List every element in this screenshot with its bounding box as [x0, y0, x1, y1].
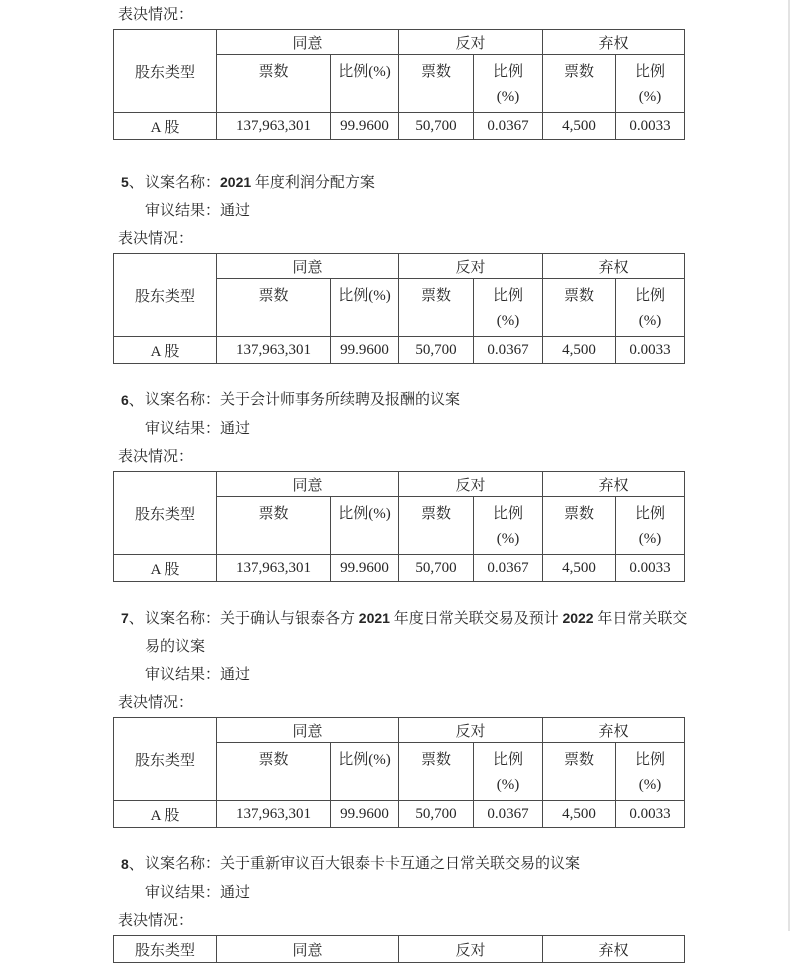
- abstain-votes-cell: 4,500: [543, 337, 616, 364]
- ratio-label-line2: (%): [496, 531, 520, 547]
- review-result-line: [145, 879, 794, 907]
- proposal-item-8: [0, 850, 794, 963]
- agree-group-header: 同意: [217, 472, 399, 497]
- proposal-title-line: [121, 604, 794, 661]
- proposal-name-label: 议案名称：: [145, 175, 221, 191]
- agree-ratio-cell: 99.9600: [331, 337, 399, 364]
- proposal-name-value: 2021 年度利润分配方案: [220, 174, 375, 191]
- abstain-ratio-header: [616, 279, 685, 337]
- abstain-group-header: 弃权: [543, 472, 685, 497]
- against-votes-cell: 50,700: [399, 113, 474, 140]
- review-result-label: 审议结果：: [145, 885, 221, 901]
- ratio-label-line2: (%): [496, 89, 520, 105]
- proposal-name-label: 议案名称：: [145, 856, 221, 872]
- proposal-title: [145, 850, 691, 879]
- abstain-votes-cell: 4,500: [543, 555, 616, 582]
- table-group-header-row: [114, 472, 685, 497]
- ratio-label-line2: (%): [496, 313, 520, 329]
- against-ratio-header: [474, 279, 543, 337]
- abstain-votes-cell: 4,500: [543, 801, 616, 828]
- vote-status-label: 表决情况：: [118, 913, 194, 929]
- agree-group-header: 同意: [217, 254, 399, 279]
- ratio-label-line1: 比例: [635, 288, 666, 304]
- ratio-label-line1: 比例: [493, 752, 524, 768]
- abstain-ratio-cell: 0.0033: [616, 801, 685, 828]
- ratio-label-line1: 比例: [493, 64, 524, 80]
- proposal-title-line: [121, 168, 794, 197]
- against-group-header: 反对: [399, 254, 543, 279]
- table-data-row: [114, 555, 685, 582]
- agree-votes-cell: 137,963,301: [217, 801, 331, 828]
- vote-result-table: [113, 717, 685, 828]
- page-right-edge: [788, 0, 790, 931]
- proposal-number: 6、: [121, 392, 144, 409]
- against-ratio-cell: 0.0367: [474, 337, 543, 364]
- shareholder-type-header: 股东类型: [114, 936, 217, 963]
- proposal-name-value: 关于重新审议百大银泰卡卡互通之日常关联交易的议案: [220, 856, 581, 872]
- against-votes-header: 票数: [399, 279, 474, 337]
- proposal-title-line: [121, 850, 794, 879]
- review-result-label: 审议结果：: [145, 421, 221, 437]
- agree-group-header: 同意: [217, 30, 399, 55]
- shareholder-type-header: 股东类型: [114, 30, 217, 113]
- against-votes-header: 票数: [399, 497, 474, 555]
- abstain-group-header: 弃权: [543, 718, 685, 743]
- against-ratio-header: [474, 743, 543, 801]
- agree-votes-header: 票数: [217, 55, 331, 113]
- vote-result-table-partial: [113, 935, 685, 963]
- agree-ratio-cell: 99.9600: [331, 113, 399, 140]
- review-result-line: [145, 415, 794, 443]
- shareholder-type-header: 股东类型: [114, 472, 217, 555]
- vote-table-slot: [113, 471, 794, 582]
- agree-group-header: 同意: [217, 936, 399, 963]
- vote-status-label: 表决情况：: [118, 695, 194, 711]
- proposal-name-value: 关于会计师事务所续聘及报酬的议案: [220, 392, 461, 408]
- vote-result-table: [113, 471, 685, 582]
- against-group-header: 反对: [399, 472, 543, 497]
- review-result-label: 审议结果：: [145, 667, 221, 683]
- shareholder-type-header: 股东类型: [114, 718, 217, 801]
- proposal-item-7: [0, 604, 794, 828]
- agree-ratio-header: 比例(%): [331, 279, 399, 337]
- vote-status-label: 表决情况：: [118, 7, 194, 23]
- proposal-title-line: [121, 386, 794, 415]
- against-ratio-cell: 0.0367: [474, 801, 543, 828]
- abstain-ratio-header: [616, 497, 685, 555]
- shareholder-type-cell: A 股: [114, 337, 217, 364]
- ratio-label-line2: (%): [638, 89, 662, 105]
- against-group-header: 反对: [399, 718, 543, 743]
- agree-ratio-cell: 99.9600: [331, 801, 399, 828]
- against-group-header: 反对: [399, 30, 543, 55]
- proposal-title: [145, 168, 691, 197]
- proposal-name-label: 议案名称：: [145, 392, 221, 408]
- proposal-number: 8、: [121, 856, 144, 873]
- review-result-line: [145, 661, 794, 689]
- section-continued-proposal: [0, 3, 794, 140]
- proposal-item-5: [0, 168, 794, 364]
- shareholder-type-header: 股东类型: [114, 254, 217, 337]
- review-result-line: [145, 197, 794, 225]
- vote-table-slot: [113, 29, 794, 140]
- vote-result-table: [113, 253, 685, 364]
- against-group-header: 反对: [399, 936, 543, 963]
- against-ratio-cell: 0.0367: [474, 113, 543, 140]
- proposal-number: 7、: [121, 610, 144, 627]
- abstain-ratio-header: [616, 55, 685, 113]
- ratio-label-line1: 比例: [635, 506, 666, 522]
- against-votes-header: 票数: [399, 55, 474, 113]
- shareholder-type-cell: A 股: [114, 555, 217, 582]
- ratio-label-line2: (%): [638, 313, 662, 329]
- review-result-value: 通过: [220, 885, 251, 901]
- proposal-title: [145, 604, 691, 661]
- proposal-number: 5、: [121, 174, 144, 191]
- vote-table-slot: [113, 717, 794, 828]
- review-result-value: 通过: [220, 667, 251, 683]
- proposal-title: [145, 386, 691, 415]
- ratio-label-line1: 比例: [635, 64, 666, 80]
- shareholder-type-cell: A 股: [114, 801, 217, 828]
- agree-votes-cell: 137,963,301: [217, 555, 331, 582]
- abstain-ratio-cell: 0.0033: [616, 337, 685, 364]
- vote-status-label: 表决情况：: [118, 449, 194, 465]
- vote-table-slot: [113, 253, 794, 364]
- against-votes-cell: 50,700: [399, 801, 474, 828]
- agree-group-header: 同意: [217, 718, 399, 743]
- agree-votes-header: 票数: [217, 279, 331, 337]
- vote-status-label: 表决情况：: [118, 231, 194, 247]
- abstain-ratio-cell: 0.0033: [616, 113, 685, 140]
- against-votes-cell: 50,700: [399, 555, 474, 582]
- ratio-label-line2: (%): [638, 531, 662, 547]
- abstain-votes-header: 票数: [543, 55, 616, 113]
- abstain-group-header: 弃权: [543, 254, 685, 279]
- review-result-value: 通过: [220, 421, 251, 437]
- vote-result-table: [113, 29, 685, 140]
- agree-votes-cell: 137,963,301: [217, 113, 331, 140]
- ratio-label-line2: (%): [638, 777, 662, 793]
- agree-votes-header: 票数: [217, 743, 331, 801]
- abstain-ratio-cell: 0.0033: [616, 555, 685, 582]
- table-group-header-row: [114, 254, 685, 279]
- abstain-votes-header: 票数: [543, 497, 616, 555]
- agree-votes-header: 票数: [217, 497, 331, 555]
- table-group-header-row: [114, 936, 685, 963]
- abstain-group-header: 弃权: [543, 30, 685, 55]
- proposal-name-value: 关于确认与银泰各方 2021 年度日常关联交易及预计 2022 年日常关联交易的议案: [145, 610, 688, 655]
- agree-votes-cell: 137,963,301: [217, 337, 331, 364]
- abstain-votes-header: 票数: [543, 279, 616, 337]
- abstain-group-header: 弃权: [543, 936, 685, 963]
- review-result-value: 通过: [220, 203, 251, 219]
- table-data-row: [114, 113, 685, 140]
- against-votes-header: 票数: [399, 743, 474, 801]
- ratio-label-line2: (%): [496, 777, 520, 793]
- agree-ratio-header: 比例(%): [331, 743, 399, 801]
- table-data-row: [114, 801, 685, 828]
- table-group-header-row: [114, 718, 685, 743]
- table-group-header-row: [114, 30, 685, 55]
- ratio-label-line1: 比例: [493, 506, 524, 522]
- agree-ratio-header: 比例(%): [331, 55, 399, 113]
- review-result-label: 审议结果：: [145, 203, 221, 219]
- against-votes-cell: 50,700: [399, 337, 474, 364]
- proposal-name-label: 议案名称：: [145, 611, 221, 627]
- ratio-label-line1: 比例: [493, 288, 524, 304]
- against-ratio-header: [474, 497, 543, 555]
- shareholder-type-cell: A 股: [114, 113, 217, 140]
- abstain-votes-header: 票数: [543, 743, 616, 801]
- agree-ratio-cell: 99.9600: [331, 555, 399, 582]
- abstain-votes-cell: 4,500: [543, 113, 616, 140]
- against-ratio-header: [474, 55, 543, 113]
- against-ratio-cell: 0.0367: [474, 555, 543, 582]
- abstain-ratio-header: [616, 743, 685, 801]
- vote-table-slot: [113, 935, 794, 963]
- proposal-item-6: [0, 386, 794, 582]
- ratio-label-line1: 比例: [635, 752, 666, 768]
- agree-ratio-header: 比例(%): [331, 497, 399, 555]
- table-data-row: [114, 337, 685, 364]
